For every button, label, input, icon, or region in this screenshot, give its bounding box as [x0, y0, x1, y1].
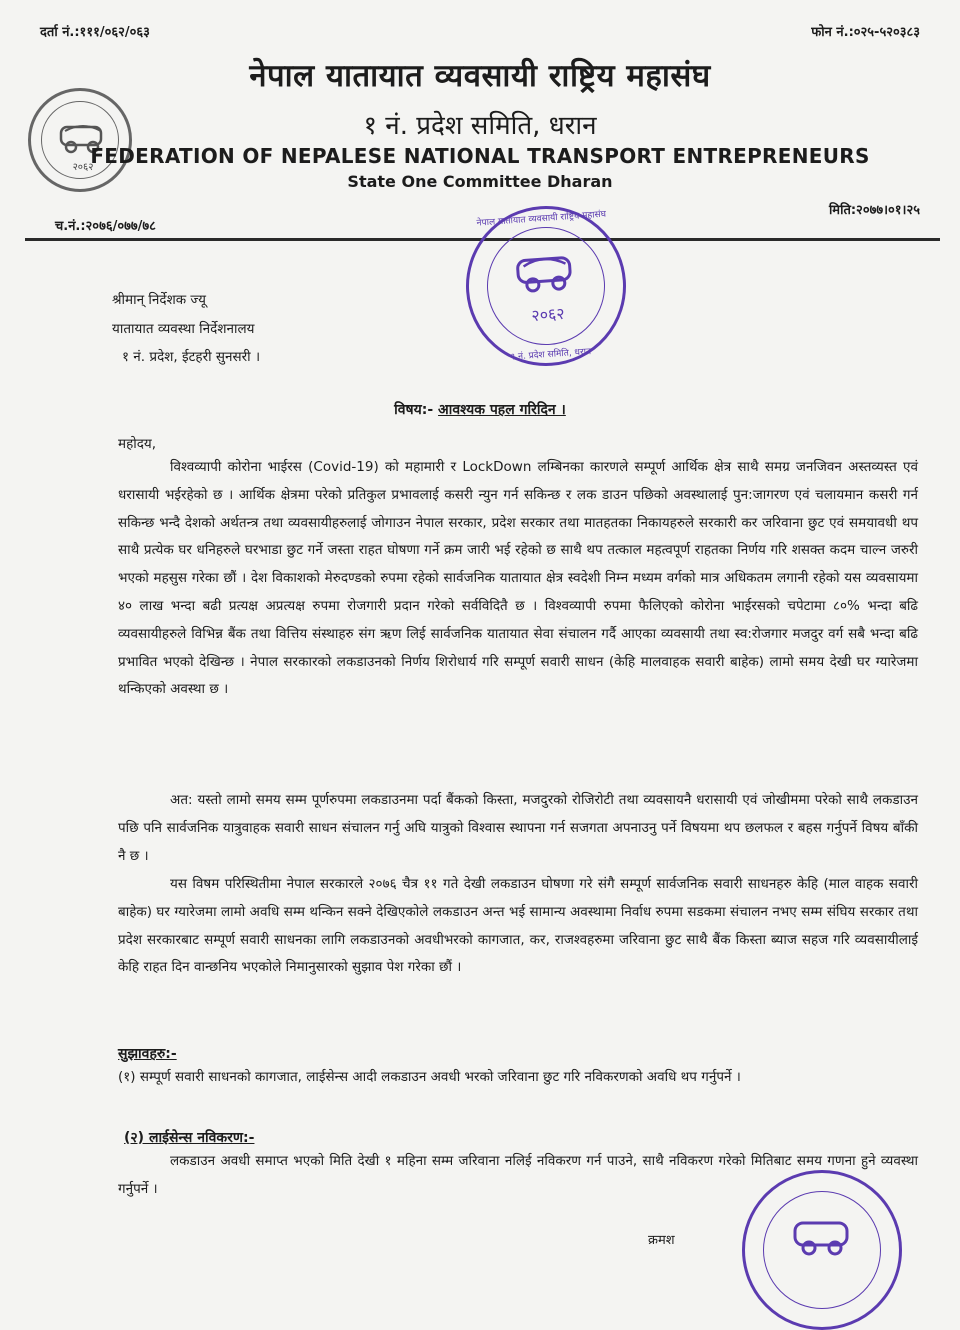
org-title-nepali: नेपाल यातायात व्यवसायी राष्ट्रिय महासंघ	[249, 58, 711, 94]
stamp-ring-text: नेपाल यातायात व्यवसायी राष्ट्रिय महासंघ	[476, 209, 607, 229]
org-title-english: FEDERATION OF NEPALESE NATIONAL TRANSPORT ENTREPRENEURS	[90, 144, 870, 168]
bottom-stamp-vehicle-icon	[791, 1217, 855, 1257]
paragraph-1: विश्वव्यापी कोरोना भाईरस (Covid-19) को महामारी र LockDown लम्बिनका कारणले सम्पूर्ण आर्थिक क्षेत्र साथै समग्र जनजिवन अस्तव्यस्त एवं धरासायी भईरहेको छ । आर्थिक क्षेत्रमा परेको प्रतिकुल प्रभावलाई कसरी न्युन गर्न सकिन्छ र लक डाउन पछिको अवस्थालाई पुन:जागरण एवं चलायमान कसरी गर्न सकिन्छ भन्दै देशको अर्थतन्त्र तथा व्यवसायीहरुलाई जोगाउन नेपाल सरकार, प्रदेश सरकार तथा मातहतका निकायहरुले सरकारी कर जरिवाना छुट एवं समयावधी थप साथै प्रत्येक घर धनिहरुले घरभाडा छुट गर्ने जस्ता राहत घोषणा गर्ने क्रम जारी भई रहेको छ साथै थप तत्काल महत्वपूर्ण राहतका निर्णय गरि शसक्त कदम चाल्न जरुरी भएको महसुस गरेका छौं । देश विकाशको मेरुदण्डको रुपमा रहेको सार्वजनिक यातायात क्षेत्र स्वदेशी निम्न मध्यम वर्गको मात्र अधिकतम लगानी रहेको यस व्यवसायमा ४० लाख भन्दा बढी प्रत्यक्ष अप्रत्यक्ष रुपमा रोजगारी प्रदान गरेको सर्वविदितै छ । विश्वव्यापी रुपमा फैलिएको कोरोना भाईरसको चपेटामा ८०% भन्दा बढि व्यवसायीहरुले विभिन्न बैंक तथा वित्तिय संस्थाहरु संग ऋण लिई सार्वजनिक यातायात सेवा संचालन गर्दै आएका व्यवसायी तथा स्व:रोजगार मजदुर वर्ग सबै भन्दा बढि प्रभावित भएको देखिन्छ । नेपाल सरकारको लकडाउनको निर्णय शिरोधार्य गरि सम्पूर्ण सवारी साधन (केहि मालवाहक सवारी बाहेक) लामो समय देखी घर ग्यारेजमा थन्किएको अवस्था छ ।	[118, 459, 918, 698]
subject-label: विषय:-	[394, 402, 434, 418]
addressee-line-1: श्रीमान् निर्देशक ज्यू	[112, 292, 206, 308]
bottom-stamp	[742, 1170, 902, 1330]
org-subtitle-nepali: १ नं. प्रदेश समिति, धरान	[363, 111, 597, 141]
suggestion-2-heading: (२) लाईसेन्स नविकरण:-	[124, 1130, 255, 1146]
suggestion-1: (१) सम्पूर्ण सवारी साधनको कागजात, लाईसेन्स आदी लकडाउन अवधी भरको जरिवाना छुट गरि नविकरणको अवधि थप गर्नुपर्ने ।	[118, 1069, 741, 1085]
official-stamp	[461, 201, 632, 372]
paragraph-2: अत: यस्तो लामो समय सम्म पूर्णरुपमा लकडाउनमा पर्दा बैंकको किस्ता, मजदुरको रोजिरोटी तथा व्यवसायनै धरासायी एवं जोखीममा परेको साथै लकडाउन पछि पनि सार्वजनिक यात्रुवाहक सवारी साधन संचालन गर्नु अघि यात्रुको विश्वास स्थापना गर्न सजगता अपनाउनु पर्ने विषयमा थप छलफल र बहस गर्नुपर्ने विषय बाँकी नै छ ।	[118, 792, 918, 864]
subject-text: आवश्यक पहल गरिदिन ।	[438, 402, 566, 418]
org-subtitle-english: State One Committee Dharan	[347, 172, 613, 191]
dispatch-number: च.नं.:२०७६/०७७/७८	[55, 219, 156, 234]
subject-line	[0, 400, 960, 419]
letter-date: मिति:२०७७।०१।२५	[828, 203, 920, 218]
suggestions-heading: सुझावहरु:-	[118, 1046, 177, 1062]
stamp-vehicle-icon	[513, 251, 580, 295]
continued-marker: क्रमश	[648, 1233, 675, 1248]
stamp-year: २०६२	[530, 303, 566, 326]
salutation: महोदय,	[118, 436, 157, 452]
suggestion-2-text: लकडाउन अवधी समाप्त भएको मिति देखी १ महिना सम्म जरिवाना नलिई नविकरण गर्न पाउने, साथै नविकरण गरेको मितिबाट समय गणना हुने व्यवस्था गर्नुपर्ने ।	[118, 1153, 918, 1197]
paragraph-3: यस विषम परिस्थितीमा नेपाल सरकारले २०७६ चैत्र ११ गते देखी लकडाउन घोषणा गरे संगै सम्पूर्ण सार्वजनिक सवारी साधनहरु केहि (माल वाहक सवारी बाहेक) घर ग्यारेजमा लामो अवधि सम्म थन्किन सक्ने देखिएकोले लकडाउन अन्त भई सामान्य अवस्थामा निर्वाध रुपमा सडकमा संचालन नभए सम्म संघिय सरकार तथा प्रदेश सरकारबाट सम्पूर्ण सवारी साधनका लागि लकडाउनको अवधीभरको कागजात, कर, राजश्वहरुमा जरिवाना छुट साथै बैंक किस्ता ब्याज सहज गरि व्यवसायीलाई केहि राहत दिन वान्छनिय भएकोले निमानुसारको सुझाव पेश गरेका छौं ।	[118, 876, 918, 976]
addressee-line-2: यातायात व्यवस्था निर्देशनालय	[112, 321, 255, 337]
registration-number: दर्ता नं.:१११/०६२/०६३	[40, 25, 150, 40]
stamp-bottom-text: १ नं. प्रदेश समिति, धरान	[510, 347, 592, 363]
addressee-line-3: १ नं. प्रदेश, ईटहरी सुनसरी ।	[122, 349, 261, 365]
phone-number: फोन नं.:०२५-५२०३८३	[811, 25, 920, 40]
logo-year: २०६२	[72, 162, 94, 173]
